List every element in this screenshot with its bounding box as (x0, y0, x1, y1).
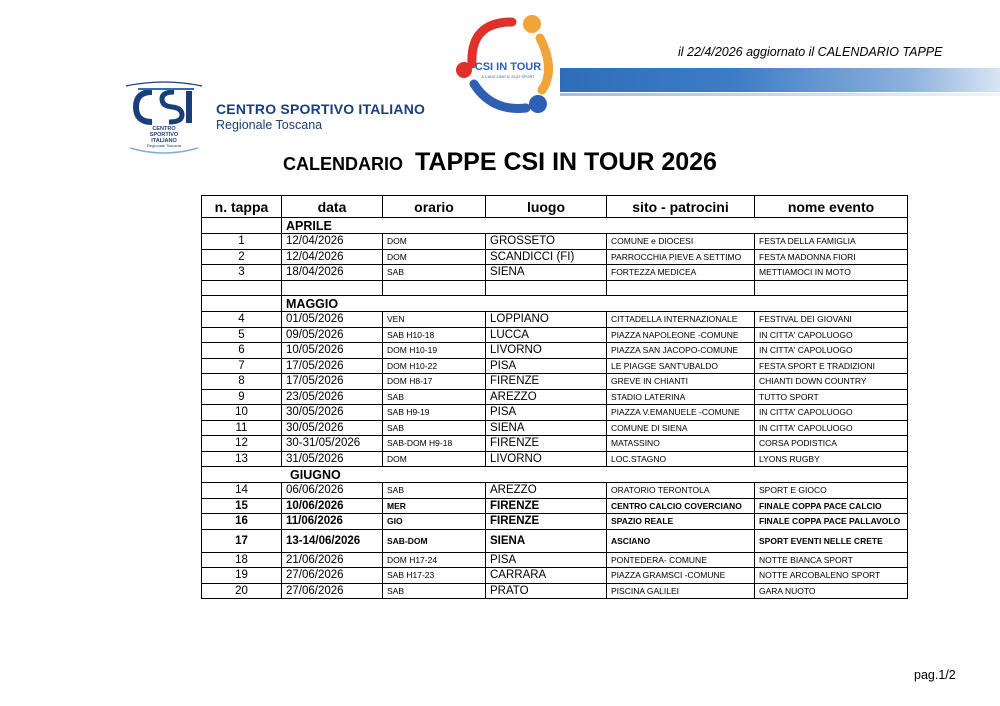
org-subtitle: Regionale Toscana (216, 118, 323, 132)
cell-orario: DOM H10-19 (383, 343, 486, 359)
cell-evento: IN CITTA' CAPOLUOGO (755, 327, 908, 343)
cell-luogo: SIENA (486, 420, 607, 436)
cell-tappa: 8 (202, 374, 282, 390)
cell-luogo: SIENA (486, 265, 607, 281)
empty-row (202, 280, 908, 296)
org-name: CENTRO SPORTIVO ITALIANO (216, 101, 426, 117)
cell-luogo: LIVORNO (486, 343, 607, 359)
cell-tappa: 17 (202, 529, 282, 552)
cell-orario: SAB (383, 583, 486, 599)
cell-data: 30/05/2026 (282, 420, 383, 436)
logo-tagline: A CIASCUNO IL SUO SPORT (481, 74, 535, 79)
cell-luogo: FIRENZE (486, 374, 607, 390)
month-label-maggio: MAGGIO (282, 296, 908, 312)
cell-evento: NOTTE ARCOBALENO SPORT (755, 568, 908, 584)
cell-orario: MER (383, 498, 486, 514)
month-row (202, 467, 908, 483)
csi-logo-line: CENTRO (152, 126, 176, 132)
logo-orange-dot (523, 15, 541, 33)
cell-sito: LOC.STAGNO (607, 451, 755, 467)
logo-blue-dot (529, 95, 547, 113)
cell-tappa: 18 (202, 552, 282, 568)
cell-orario: DOM H17-24 (383, 552, 486, 568)
column-header: nome evento (755, 196, 908, 218)
cell-evento: IN CITTA' CAPOLUOGO (755, 420, 908, 436)
cell-tappa: 2 (202, 249, 282, 265)
cell-orario: SAB (383, 265, 486, 281)
cell-data: 12/04/2026 (282, 249, 383, 265)
table-row (202, 529, 908, 552)
cell-data: 30/05/2026 (282, 405, 383, 421)
cell-orario: SAB (383, 483, 486, 499)
cell-tappa: 13 (202, 451, 282, 467)
cell-data: 09/05/2026 (282, 327, 383, 343)
cell-data: 13-14/06/2026 (282, 529, 383, 552)
cell-sito: MATASSINO (607, 436, 755, 452)
cell-evento: FESTA SPORT E TRADIZIONI (755, 358, 908, 374)
cell-evento: GARA NUOTO (755, 583, 908, 599)
calendar-table (201, 195, 908, 599)
month-row (202, 296, 908, 312)
cell-sito: PARROCCHIA PIEVE A SETTIMO (607, 249, 755, 265)
cell-data: 27/06/2026 (282, 583, 383, 599)
cell-orario: DOM (383, 234, 486, 250)
title-part-2: TAPPE CSI IN TOUR 2026 (415, 148, 717, 176)
table-row (202, 583, 908, 599)
cell-orario: DOM (383, 451, 486, 467)
cell-tappa: 11 (202, 420, 282, 436)
update-note: il 22/4/2026 aggiornato il CALENDARIO TAPPE (678, 45, 943, 59)
cell-evento: FINALE COPPA PACE CALCIO (755, 498, 908, 514)
table-row (202, 514, 908, 530)
header-blue-band (560, 68, 1000, 92)
cell-evento: FESTA MADONNA FIORI (755, 249, 908, 265)
column-header: sito - patrocini (607, 196, 755, 218)
table-row (202, 568, 908, 584)
cell-evento: FESTA DELLA FAMIGLIA (755, 234, 908, 250)
cell-evento: SPORT E GIOCO (755, 483, 908, 499)
table-row (202, 389, 908, 405)
cell-luogo: FIRENZE (486, 514, 607, 530)
header-blue-band-shadow (560, 93, 1000, 96)
cell-data: 27/06/2026 (282, 568, 383, 584)
cell-evento: LYONS RUGBY (755, 451, 908, 467)
cell-tappa: 3 (202, 265, 282, 281)
table-row (202, 312, 908, 328)
table-row (202, 265, 908, 281)
csi-logo-line: SPORTIVO (149, 132, 179, 138)
cell-sito: CITTADELLA INTERNAZIONALE (607, 312, 755, 328)
cell-sito: PIAZZA V.EMANUELE -COMUNE (607, 405, 755, 421)
column-header: luogo (486, 196, 607, 218)
table-row (202, 483, 908, 499)
table-row (202, 451, 908, 467)
column-header: data (282, 196, 383, 218)
cell-tappa: 19 (202, 568, 282, 584)
cell-orario: SAB (383, 389, 486, 405)
cell-tappa: 6 (202, 343, 282, 359)
page-title (0, 148, 1000, 177)
cell-orario: DOM (383, 249, 486, 265)
month-label-giugno: GIUGNO (202, 467, 908, 483)
cell-tappa: 15 (202, 498, 282, 514)
cell-luogo: AREZZO (486, 389, 607, 405)
cell-data: 12/04/2026 (282, 234, 383, 250)
cell-luogo: PISA (486, 405, 607, 421)
cell-luogo: CARRARA (486, 568, 607, 584)
cell-data: 10/06/2026 (282, 498, 383, 514)
cell-luogo: SIENA (486, 529, 607, 552)
cell-data: 10/05/2026 (282, 343, 383, 359)
cell-sito: ORATORIO TERONTOLA (607, 483, 755, 499)
table-row (202, 249, 908, 265)
cell-evento: IN CITTA' CAPOLUOGO (755, 405, 908, 421)
cell-evento: IN CITTA' CAPOLUOGO (755, 343, 908, 359)
month-row (202, 218, 908, 234)
cell-luogo: LUCCA (486, 327, 607, 343)
cell-sito: COMUNE DI SIENA (607, 420, 755, 436)
cell-tappa: 1 (202, 234, 282, 250)
cell-tappa: 10 (202, 405, 282, 421)
cell-evento: CHIANTI DOWN COUNTRY (755, 374, 908, 390)
cell-tappa: 16 (202, 514, 282, 530)
cell-luogo: PISA (486, 358, 607, 374)
title-part-1: CALENDARIO (283, 154, 404, 174)
cell-evento: NOTTE BIANCA SPORT (755, 552, 908, 568)
cell-data: 11/06/2026 (282, 514, 383, 530)
cell-orario: SAB-DOM (383, 529, 486, 552)
cell-data: 31/05/2026 (282, 451, 383, 467)
cell-sito: COMUNE e DIOCESI (607, 234, 755, 250)
cell-orario: SAB H9-19 (383, 405, 486, 421)
cell-orario: DOM H10-22 (383, 358, 486, 374)
cell-orario: SAB H10-18 (383, 327, 486, 343)
cell-sito: PIAZZA NAPOLEONE -COMUNE (607, 327, 755, 343)
cell-evento: FINALE COPPA PACE PALLAVOLO (755, 514, 908, 530)
cell-luogo: LIVORNO (486, 451, 607, 467)
cell-data: 17/05/2026 (282, 374, 383, 390)
cell-luogo: GROSSETO (486, 234, 607, 250)
table-row (202, 498, 908, 514)
cell-sito: SPAZIO REALE (607, 514, 755, 530)
cell-luogo: PRATO (486, 583, 607, 599)
cell-sito: PIAZZA SAN JACOPO-COMUNE (607, 343, 755, 359)
cell-tappa: 9 (202, 389, 282, 405)
cell-sito: STADIO LATERINA (607, 389, 755, 405)
cell-tappa: 14 (202, 483, 282, 499)
cell-orario: GIO (383, 514, 486, 530)
cell-sito: CENTRO CALCIO COVERCIANO (607, 498, 755, 514)
cell-sito: LE PIAGGE SANT'UBALDO (607, 358, 755, 374)
cell-data: 01/05/2026 (282, 312, 383, 328)
cell-sito: PIAZZA GRAMSCI -COMUNE (607, 568, 755, 584)
table-row (202, 343, 908, 359)
cell-evento: SPORT EVENTI NELLE CRETE (755, 529, 908, 552)
cell-data: 23/05/2026 (282, 389, 383, 405)
cell-sito: PONTEDERA- COMUNE (607, 552, 755, 568)
month-label-aprile: APRILE (282, 218, 908, 234)
cell-sito: PISCINA GALILEI (607, 583, 755, 599)
column-header: n. tappa (202, 196, 282, 218)
csi-logo-line: Regionale Toscana (147, 143, 181, 148)
cell-evento: METTIAMOCI IN MOTO (755, 265, 908, 281)
table-row (202, 405, 908, 421)
csi-logo (122, 78, 206, 156)
csi-logo-line: ITALIANO (151, 138, 177, 144)
cell-tappa: 12 (202, 436, 282, 452)
cell-data: 06/06/2026 (282, 483, 383, 499)
cell-luogo: PISA (486, 552, 607, 568)
cell-luogo: FIRENZE (486, 498, 607, 514)
cell-sito: GREVE IN CHIANTI (607, 374, 755, 390)
cell-sito: ASCIANO (607, 529, 755, 552)
table-row (202, 327, 908, 343)
table-row (202, 234, 908, 250)
table-header-row (202, 196, 908, 218)
cell-luogo: SCANDICCI (FI) (486, 249, 607, 265)
cell-tappa: 20 (202, 583, 282, 599)
cell-orario: SAB H17-23 (383, 568, 486, 584)
csi-in-tour-logo (450, 12, 562, 118)
cell-orario: SAB (383, 420, 486, 436)
table-row (202, 420, 908, 436)
table-row (202, 358, 908, 374)
cell-tappa: 7 (202, 358, 282, 374)
cell-tappa: 4 (202, 312, 282, 328)
cell-tappa: 5 (202, 327, 282, 343)
cell-evento: TUTTO SPORT (755, 389, 908, 405)
cell-orario: VEN (383, 312, 486, 328)
table-row (202, 436, 908, 452)
org-block (216, 101, 425, 132)
cell-luogo: LOPPIANO (486, 312, 607, 328)
cell-data: 18/04/2026 (282, 265, 383, 281)
cell-data: 17/05/2026 (282, 358, 383, 374)
page-number: pag.1/2 (914, 668, 956, 682)
logo-title: CSI IN TOUR (474, 61, 542, 73)
cell-data: 21/06/2026 (282, 552, 383, 568)
cell-evento: FESTIVAL DEI GIOVANI (755, 312, 908, 328)
table-row (202, 552, 908, 568)
cell-orario: SAB-DOM H9-18 (383, 436, 486, 452)
table-row (202, 374, 908, 390)
cell-luogo: FIRENZE (486, 436, 607, 452)
cell-orario: DOM H8-17 (383, 374, 486, 390)
cell-data: 30-31/05/2026 (282, 436, 383, 452)
cell-evento: CORSA PODISTICA (755, 436, 908, 452)
cell-luogo: AREZZO (486, 483, 607, 499)
cell-sito: FORTEZZA MEDICEA (607, 265, 755, 281)
column-header: orario (383, 196, 486, 218)
